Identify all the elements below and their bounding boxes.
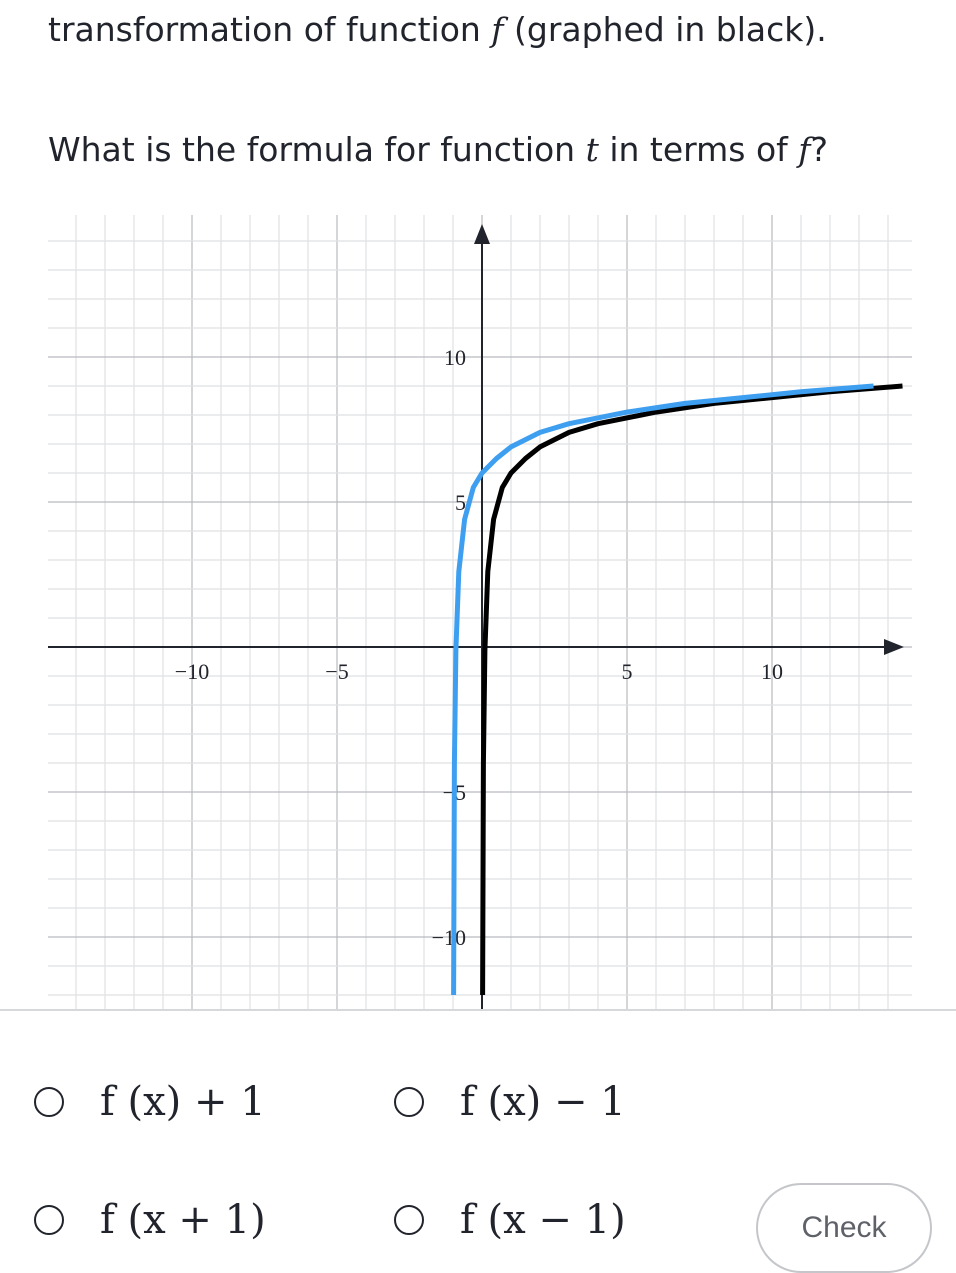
- y-tick-label: 10: [444, 345, 466, 370]
- radio-circle-icon[interactable]: [34, 1205, 64, 1235]
- choice-b-label: f (x) − 1: [460, 1079, 626, 1125]
- question-text-1b: (graphed in black).: [503, 10, 827, 49]
- question-var-f: f: [491, 10, 504, 49]
- y-tick-label: −5: [442, 780, 466, 805]
- choice-d[interactable]: [394, 1196, 626, 1244]
- y-tick-label: −10: [431, 925, 466, 950]
- function-graph: [0, 210, 956, 1010]
- question-text-2b: in terms of: [598, 130, 799, 169]
- choice-c[interactable]: [34, 1196, 266, 1244]
- x-tick-label: −5: [325, 659, 349, 684]
- choice-d-label: f (x − 1): [460, 1197, 626, 1243]
- x-tick-label: −10: [174, 659, 210, 684]
- x-tick-label: 10: [761, 659, 783, 684]
- y-axis-arrow-icon: [474, 224, 490, 244]
- choice-b[interactable]: [394, 1078, 626, 1126]
- question-line-2: [48, 130, 828, 170]
- radio-circle-icon[interactable]: [394, 1205, 424, 1235]
- x-axis-arrow-icon: [884, 639, 904, 655]
- series-f-line: [483, 386, 903, 995]
- radio-circle-icon[interactable]: [394, 1087, 424, 1117]
- question-text-2a: What is the formula for function: [48, 130, 586, 169]
- choice-a-label: f (x) + 1: [100, 1079, 266, 1125]
- x-tick-label: 5: [621, 659, 633, 684]
- radio-circle-icon[interactable]: [34, 1087, 64, 1117]
- divider: [0, 1009, 956, 1011]
- question-var-t: t: [585, 130, 599, 169]
- question-var-f-2: f: [798, 130, 811, 169]
- choice-c-label: f (x + 1): [100, 1197, 266, 1243]
- check-button[interactable]: Check: [756, 1183, 932, 1273]
- question-text-2c: ?: [810, 130, 829, 169]
- question-line-1: [48, 10, 827, 50]
- y-tick-label: 5: [455, 490, 466, 515]
- series-t-line: [454, 386, 874, 995]
- choice-a[interactable]: [34, 1078, 266, 1126]
- question-text-1a: transformation of function: [48, 10, 492, 49]
